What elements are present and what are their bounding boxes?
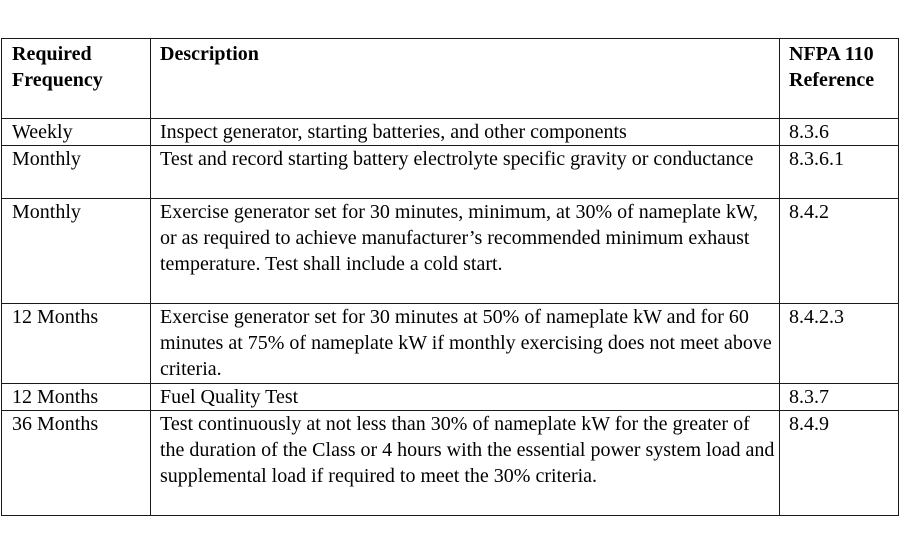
table-row — [2, 119, 899, 146]
header-nfpa-reference: NFPA 110 Reference — [780, 39, 899, 119]
description-cell: Fuel Quality Test — [151, 384, 780, 411]
frequency-cell: 36 Months — [2, 411, 151, 516]
nfpa-110-maintenance-table — [1, 38, 899, 516]
table-row — [2, 199, 899, 304]
table-row — [2, 146, 899, 199]
description-cell: Test continuously at not less than 30% of nameplate kW for the greater of the duration of the Class or 4 hours with the essential power system load and supplemental load if required to meet the 30% criteria. — [151, 411, 780, 516]
frequency-cell: Monthly — [2, 199, 151, 304]
maintenance-schedule-document — [1, 38, 899, 516]
frequency-cell: 12 Months — [2, 384, 151, 411]
reference-cell: 8.3.6 — [780, 119, 899, 146]
frequency-cell: Monthly — [2, 146, 151, 199]
header-description: Description — [151, 39, 780, 119]
description-cell: Test and record starting battery electrolyte specific gravity or conductance — [151, 146, 780, 199]
reference-cell: 8.4.9 — [780, 411, 899, 516]
frequency-cell: Weekly — [2, 119, 151, 146]
table-row — [2, 304, 899, 384]
table-row — [2, 411, 899, 516]
reference-cell: 8.4.2.3 — [780, 304, 899, 384]
reference-cell: 8.3.6.1 — [780, 146, 899, 199]
description-cell: Inspect generator, starting batteries, and other components — [151, 119, 780, 146]
frequency-cell: 12 Months — [2, 304, 151, 384]
description-cell: Exercise generator set for 30 minutes, minimum, at 30% of nameplate kW, or as required to achieve manufacturer’s recommended minimum exhaust temperature. Test shall include a cold start. — [151, 199, 780, 304]
table-row — [2, 384, 899, 411]
description-cell: Exercise generator set for 30 minutes at 50% of nameplate kW and for 60 minutes at 75% of nameplate kW if monthly exercising does not meet above criteria. — [151, 304, 780, 384]
table-header-row — [2, 39, 899, 119]
reference-cell: 8.4.2 — [780, 199, 899, 304]
header-required-frequency: Required Frequency — [2, 39, 151, 119]
reference-cell: 8.3.7 — [780, 384, 899, 411]
